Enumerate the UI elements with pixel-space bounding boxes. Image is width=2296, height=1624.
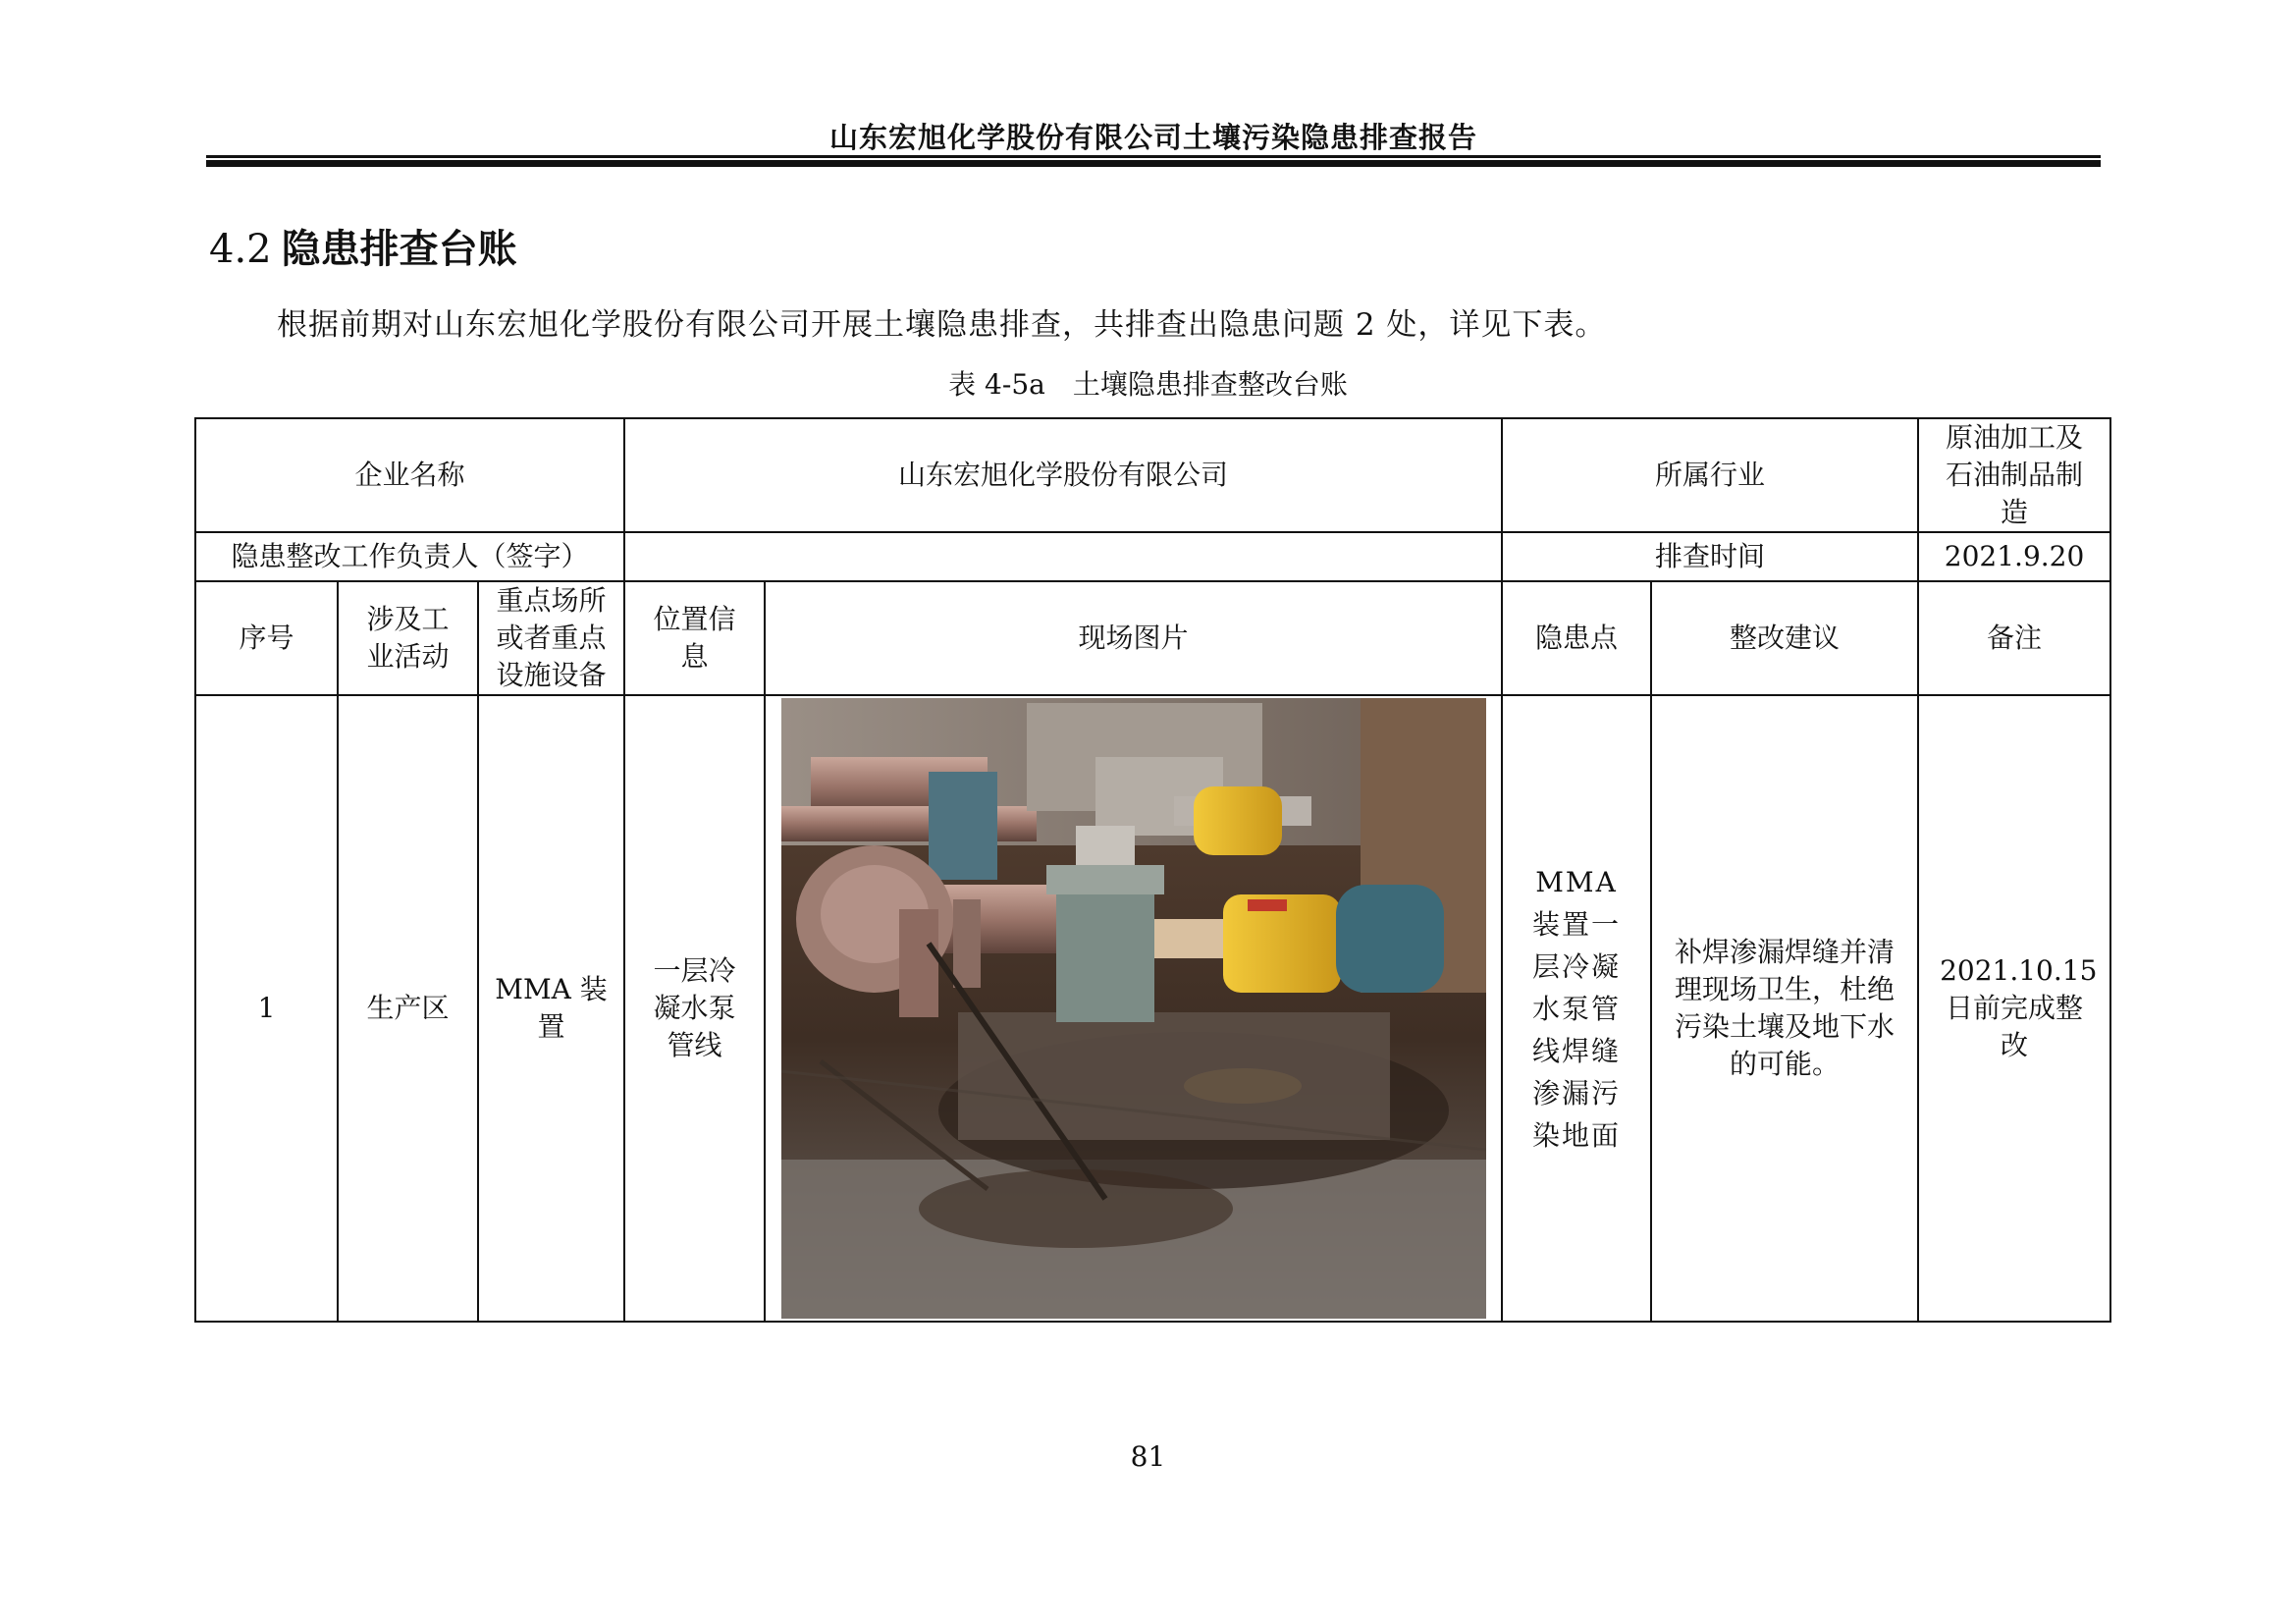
- column-header-row: [195, 581, 2110, 695]
- row-remark: [1918, 695, 2110, 1322]
- row-seq: 1: [195, 695, 338, 1322]
- row-hazard-text: MMA 装置一层冷凝水泵管线焊缝渗漏污染地面: [1532, 865, 1622, 1152]
- inspection-time-label-cell: 排查时间: [1502, 532, 1918, 581]
- col-header-activity: [338, 581, 478, 695]
- col-header-facility-text: 重点场所或者重点设施设备: [496, 584, 607, 691]
- section-number: 4.2: [209, 227, 272, 272]
- industry-value: 原油加工及石油制品制造: [1946, 421, 2084, 528]
- responsible-label-cell: 隐患整改工作负责人（签字）: [195, 532, 624, 581]
- industry-label-cell: 所属行业: [1502, 418, 1918, 532]
- row-hazard: [1502, 695, 1651, 1322]
- section-title: [209, 218, 517, 274]
- site-photo-drawing: [781, 698, 1486, 1319]
- section-heading: 隐患排查台账: [281, 227, 517, 272]
- col-header-seq: 序号: [195, 581, 338, 695]
- row-activity: 生产区: [338, 695, 478, 1322]
- col-header-remark: 备注: [1918, 581, 2110, 695]
- col-header-location-text: 位置信息: [653, 603, 736, 673]
- hazard-ledger-table: [194, 417, 2111, 1323]
- row-location: [624, 695, 765, 1322]
- company-label-cell: 企业名称: [195, 418, 624, 532]
- col-header-activity-text: 涉及工业活动: [366, 603, 450, 673]
- row-location-text: 一层冷凝水泵管线: [653, 954, 736, 1061]
- row-suggestion: [1651, 695, 1918, 1322]
- company-row: [195, 418, 2110, 532]
- industry-value-cell: [1918, 418, 2110, 532]
- table-caption-title: 土壤隐患排查整改台账: [1072, 368, 1348, 401]
- page-number: 81: [1130, 1440, 1166, 1473]
- intro-paragraph: 根据前期对山东宏旭化学股份有限公司开展土壤隐患排查，共排查出隐患问题 2 处，详见下表。: [277, 307, 1607, 343]
- responsible-signature-cell: [624, 532, 1502, 581]
- col-header-facility: [478, 581, 624, 695]
- inspection-time-value-cell: 2021.9.20: [1918, 532, 2110, 581]
- table-row: [195, 695, 2110, 1322]
- row-facility: MMA 装置: [478, 695, 624, 1322]
- header-rule-thin: [206, 155, 2101, 158]
- site-photo: [781, 698, 1486, 1319]
- col-header-location: [624, 581, 765, 695]
- row-photo-cell: [765, 695, 1502, 1322]
- running-header: 山东宏旭化学股份有限公司土壤污染隐患排查报告: [828, 121, 1477, 154]
- responsible-row: [195, 532, 2110, 581]
- row-remark-text: 2021.10.15日前完成整改: [1940, 954, 2098, 1061]
- col-header-suggestion: 整改建议: [1651, 581, 1918, 695]
- header-rule-thick: [206, 160, 2101, 167]
- row-suggestion-text: 补焊渗漏焊缝并清理现场卫生，杜绝污染土壤及地下水的可能。: [1675, 936, 1896, 1080]
- col-header-hazard: 隐患点: [1502, 581, 1651, 695]
- company-name-cell: 山东宏旭化学股份有限公司: [624, 418, 1502, 532]
- table-caption-number: 表 4-5a: [948, 368, 1045, 401]
- col-header-photo: 现场图片: [765, 581, 1502, 695]
- table-caption: [0, 363, 2296, 403]
